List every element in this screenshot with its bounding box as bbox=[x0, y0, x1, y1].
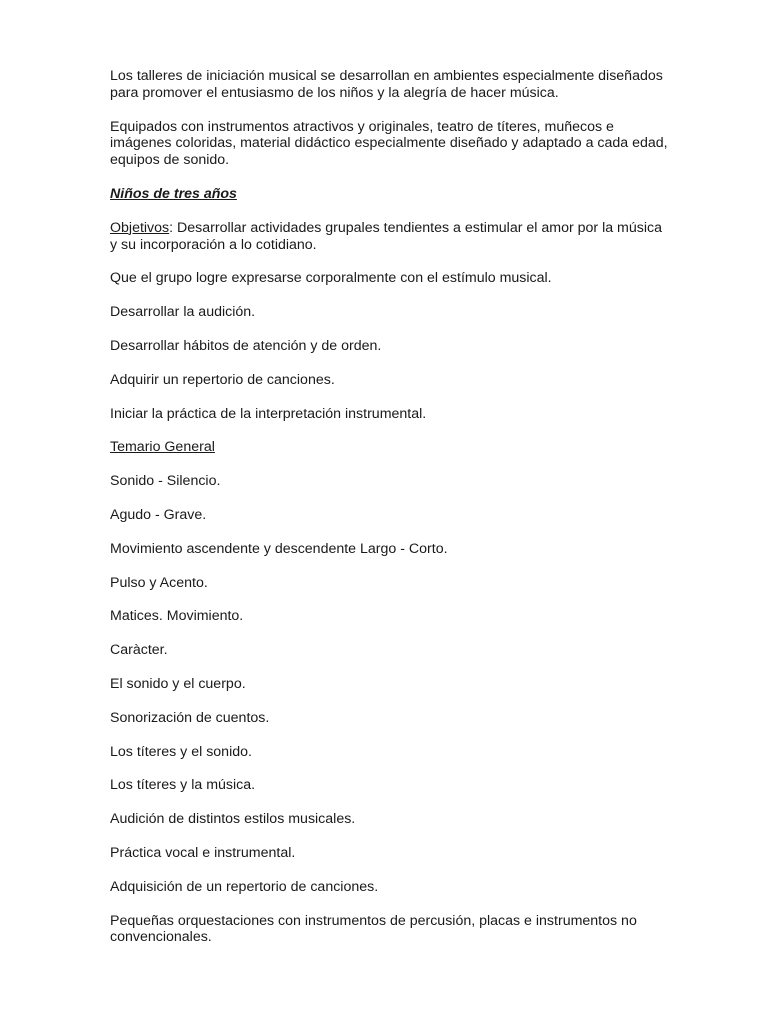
syllabus-label-text: Temario General bbox=[110, 439, 215, 456]
syllabus-item: Sonido - Silencio. bbox=[110, 473, 221, 490]
syllabus-item: Audición de distintos estilos musicales. bbox=[110, 811, 356, 828]
objective-item: Iniciar la práctica de la interpretación instrumental. bbox=[110, 405, 427, 422]
syllabus-item: Pequeñas orquestaciones con instrumentos de percusión, placas e instrumentos no convencionales. bbox=[110, 912, 637, 946]
objective-item: Adquirir un repertorio de canciones. bbox=[110, 371, 335, 388]
intro-paragraph-1: Los talleres de iniciación musical se desarrollan en ambientes especialmente diseñados para promover el entusiasmo de los niños y la alegría de hacer música. bbox=[110, 68, 663, 101]
syllabus-item: Agudo - Grave. bbox=[110, 506, 207, 523]
syllabus-item: Sonorización de cuentos. bbox=[110, 709, 270, 726]
syllabus-item: El sonido y el cuerpo. bbox=[110, 675, 246, 692]
objective-item: Que el grupo logre expresarse corporalmente con el estímulo musical. bbox=[110, 270, 552, 287]
syllabus-item: Matices. Movimiento. bbox=[110, 608, 244, 625]
syllabus-item: Los títeres y la música. bbox=[110, 777, 256, 794]
syllabus-item: Adquisición de un repertorio de canciones. bbox=[110, 878, 379, 895]
syllabus-item: Movimiento ascendente y descendente Largo - Corto. bbox=[110, 540, 448, 557]
objectives-paragraph bbox=[110, 220, 670, 254]
intro-paragraph-2: Equipados con instrumentos atractivos y originales, teatro de títeres, muñecos e imágenes coloridas, material didáctico especialmente diseñado y adaptado a cada edad, equipos de sonido. bbox=[110, 118, 668, 169]
syllabus-item: Práctica vocal e instrumental. bbox=[110, 844, 296, 861]
syllabus-label bbox=[110, 439, 670, 456]
syllabus-item: Pulso y Acento. bbox=[110, 574, 208, 591]
syllabus-item: Los títeres y el sonido. bbox=[110, 743, 252, 760]
objectives-label: Objetivos bbox=[110, 219, 170, 236]
syllabus-item: Caràcter. bbox=[110, 642, 168, 659]
section-heading: Niños de tres años bbox=[110, 185, 237, 202]
objectives-text: : Desarrollar actividades grupales tendientes a estimular el amor por la música y su incorporación a lo cotidiano. bbox=[110, 219, 662, 253]
objective-item: Desarrollar hábitos de atención y de orden. bbox=[110, 337, 382, 354]
document-page bbox=[110, 68, 670, 963]
objective-item: Desarrollar la audición. bbox=[110, 304, 256, 321]
